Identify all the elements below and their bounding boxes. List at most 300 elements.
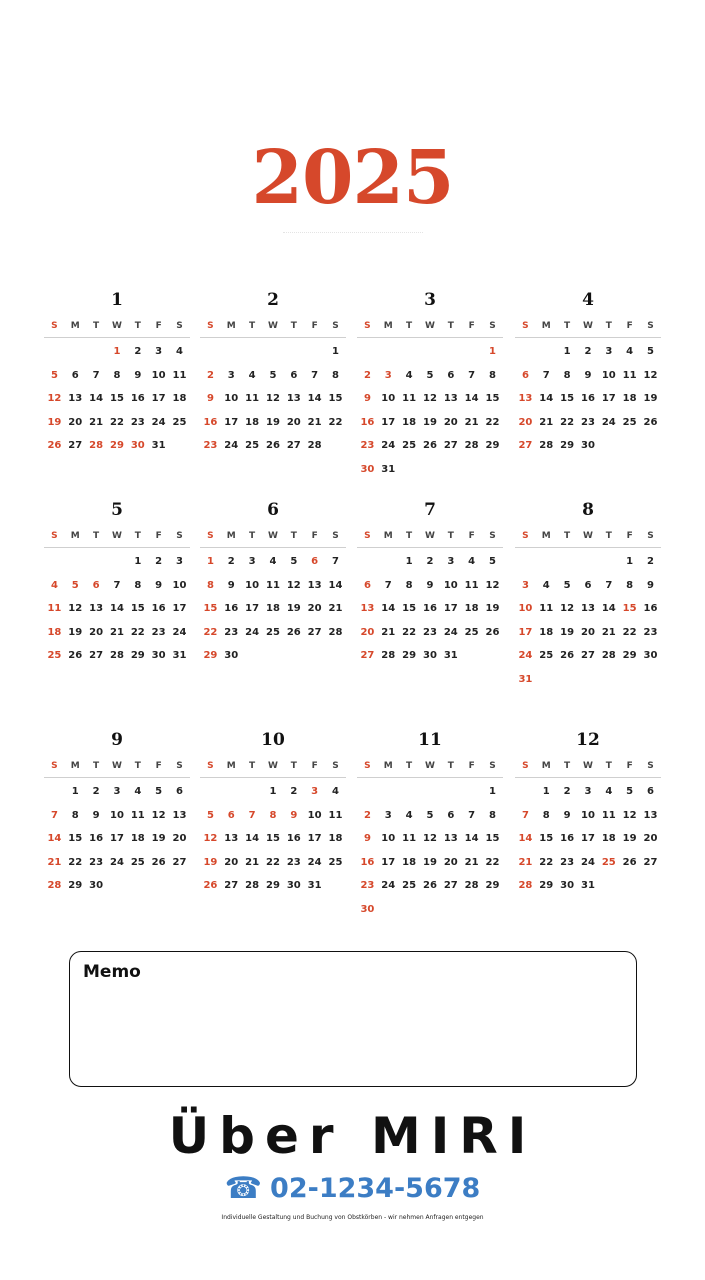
day-cell[interactable]: 19 [151, 833, 166, 844]
day-cell[interactable]: 26 [265, 440, 280, 451]
day-cell[interactable]: 23 [130, 416, 145, 428]
day-cell[interactable]: 15 [485, 393, 500, 404]
day-cell[interactable]: 11 [328, 809, 343, 821]
day-cell[interactable]: 21 [539, 416, 554, 428]
day-cell[interactable]: 30 [643, 650, 658, 661]
day-cell[interactable]: 12 [68, 603, 83, 614]
day-cell[interactable]: 6 [290, 369, 298, 381]
day-cell[interactable]: 14 [464, 393, 479, 404]
day-cell[interactable]: 10 [443, 579, 458, 591]
day-cell[interactable]: 20 [643, 833, 658, 844]
day-cell[interactable]: 26 [68, 650, 83, 661]
day-cell[interactable]: 8 [332, 369, 339, 381]
day-cell[interactable]: 11 [464, 579, 479, 591]
day-cell[interactable]: 7 [50, 809, 58, 821]
day-cell[interactable]: 5 [206, 809, 214, 821]
day-cell[interactable]: 25 [265, 626, 280, 638]
day-cell[interactable]: 25 [601, 856, 616, 868]
day-cell[interactable]: 17 [151, 393, 166, 404]
day-cell[interactable]: 19 [68, 626, 83, 638]
day-cell[interactable]: 14 [245, 833, 260, 844]
day-cell[interactable]: 29 [560, 440, 575, 451]
day-cell[interactable]: 4 [605, 786, 613, 797]
day-cell[interactable]: 6 [447, 809, 455, 821]
day-cell[interactable]: 31 [307, 880, 322, 891]
day-cell[interactable]: 13 [68, 393, 83, 404]
day-cell[interactable]: 16 [286, 833, 301, 844]
day-cell[interactable]: 14 [539, 393, 554, 404]
day-cell[interactable]: 24 [224, 440, 239, 451]
day-cell[interactable]: 1 [206, 556, 214, 567]
day-cell[interactable]: 20 [172, 833, 187, 844]
day-cell[interactable]: 20 [89, 626, 104, 638]
day-cell[interactable]: 27 [443, 880, 458, 891]
day-cell[interactable]: 3 [311, 786, 319, 797]
day-cell[interactable]: 30 [580, 440, 595, 451]
day-cell[interactable]: 24 [518, 650, 533, 661]
day-cell[interactable]: 10 [580, 809, 595, 821]
day-cell[interactable]: 24 [109, 856, 124, 868]
day-cell[interactable]: 21 [47, 856, 62, 868]
day-cell[interactable]: 8 [71, 809, 79, 821]
day-cell[interactable]: 17 [601, 393, 616, 404]
day-cell[interactable]: 21 [89, 416, 104, 428]
day-cell[interactable]: 25 [622, 416, 637, 428]
day-cell[interactable]: 24 [381, 880, 396, 891]
day-cell[interactable]: 18 [622, 393, 637, 404]
day-cell[interactable]: 5 [489, 556, 496, 567]
day-cell[interactable]: 5 [50, 369, 58, 381]
day-cell[interactable]: 9 [134, 369, 142, 381]
day-cell[interactable]: 20 [443, 856, 458, 868]
day-cell[interactable]: 29 [265, 880, 280, 891]
day-cell[interactable]: 17 [381, 416, 396, 428]
day-cell[interactable]: 22 [328, 416, 343, 428]
day-cell[interactable]: 6 [311, 556, 319, 567]
day-cell[interactable]: 11 [47, 603, 62, 614]
day-cell[interactable]: 27 [224, 880, 239, 891]
day-cell[interactable]: 17 [307, 833, 322, 844]
day-cell[interactable]: 2 [92, 786, 100, 797]
day-cell[interactable]: 11 [402, 833, 417, 844]
day-cell[interactable]: 26 [622, 856, 637, 868]
day-cell[interactable]: 30 [360, 463, 375, 475]
day-cell[interactable]: 8 [489, 369, 496, 381]
day-cell[interactable]: 14 [601, 603, 616, 614]
day-cell[interactable]: 6 [176, 786, 183, 797]
day-cell[interactable]: 9 [206, 393, 214, 404]
day-cell[interactable]: 28 [381, 650, 396, 661]
day-cell[interactable]: 7 [332, 556, 339, 567]
day-cell[interactable]: 16 [360, 856, 375, 868]
day-cell[interactable]: 23 [360, 440, 375, 451]
day-cell[interactable]: 23 [224, 626, 239, 638]
day-cell[interactable]: 16 [560, 833, 575, 844]
day-cell[interactable]: 15 [485, 833, 500, 844]
day-cell[interactable]: 13 [224, 833, 239, 844]
day-cell[interactable]: 10 [224, 393, 239, 404]
day-cell[interactable]: 28 [89, 440, 104, 451]
day-cell[interactable]: 15 [560, 393, 575, 404]
day-cell[interactable]: 10 [518, 603, 533, 614]
day-cell[interactable]: 12 [286, 579, 301, 591]
day-cell[interactable]: 4 [405, 809, 413, 821]
day-cell[interactable]: 5 [290, 556, 298, 567]
day-cell[interactable]: 4 [468, 556, 476, 567]
day-cell[interactable]: 14 [307, 393, 322, 404]
day-cell[interactable]: 1 [489, 786, 496, 797]
day-cell[interactable]: 1 [113, 346, 121, 357]
day-cell[interactable]: 26 [560, 650, 575, 661]
day-cell[interactable]: 24 [580, 856, 595, 868]
day-cell[interactable]: 15 [402, 603, 417, 614]
day-cell[interactable]: 28 [328, 626, 343, 638]
day-cell[interactable]: 4 [332, 786, 339, 797]
day-cell[interactable]: 14 [518, 833, 533, 844]
day-cell[interactable]: 24 [151, 416, 166, 428]
day-cell[interactable]: 26 [203, 880, 218, 891]
day-cell[interactable]: 12 [422, 393, 437, 404]
day-cell[interactable]: 3 [447, 556, 455, 567]
day-cell[interactable]: 13 [643, 809, 658, 821]
day-cell[interactable]: 12 [47, 393, 62, 404]
day-cell[interactable]: 15 [622, 603, 637, 614]
day-cell[interactable]: 1 [563, 346, 571, 357]
day-cell[interactable]: 8 [269, 809, 277, 821]
day-cell[interactable]: 2 [647, 556, 654, 567]
day-cell[interactable]: 6 [363, 579, 371, 591]
day-cell[interactable]: 4 [542, 579, 550, 591]
day-cell[interactable]: 26 [286, 626, 301, 638]
day-cell[interactable]: 26 [47, 440, 62, 451]
day-cell[interactable]: 29 [485, 880, 500, 891]
day-cell[interactable]: 4 [269, 556, 277, 567]
day-cell[interactable]: 24 [245, 626, 260, 638]
day-cell[interactable]: 28 [518, 880, 533, 891]
day-cell[interactable]: 16 [643, 603, 658, 614]
day-cell[interactable]: 14 [381, 603, 396, 614]
day-cell[interactable]: 9 [647, 579, 654, 591]
day-cell[interactable]: 6 [521, 369, 529, 381]
day-cell[interactable]: 20 [286, 416, 301, 428]
day-cell[interactable]: 22 [622, 626, 637, 638]
day-cell[interactable]: 1 [542, 786, 550, 797]
day-cell[interactable]: 27 [443, 440, 458, 451]
day-cell[interactable]: 22 [203, 626, 218, 638]
day-cell[interactable]: 8 [405, 579, 413, 591]
day-cell[interactable]: 8 [542, 809, 550, 821]
day-cell[interactable]: 13 [443, 393, 458, 404]
day-cell[interactable]: 17 [109, 833, 124, 844]
day-cell[interactable]: 16 [580, 393, 595, 404]
day-cell[interactable]: 1 [134, 556, 142, 567]
day-cell[interactable]: 12 [485, 579, 500, 591]
day-cell[interactable]: 21 [464, 856, 479, 868]
day-cell[interactable]: 22 [485, 856, 500, 868]
day-cell[interactable]: 21 [381, 626, 396, 638]
day-cell[interactable]: 16 [422, 603, 437, 614]
day-cell[interactable]: 17 [224, 416, 239, 428]
day-cell[interactable]: 11 [172, 369, 187, 381]
day-cell[interactable]: 24 [381, 440, 396, 451]
day-cell[interactable]: 2 [155, 556, 163, 567]
day-cell[interactable]: 29 [622, 650, 637, 661]
day-cell[interactable]: 16 [130, 393, 145, 404]
day-cell[interactable]: 13 [518, 393, 533, 404]
day-cell[interactable]: 10 [172, 579, 187, 591]
day-cell[interactable]: 5 [426, 369, 434, 381]
day-cell[interactable]: 11 [539, 603, 554, 614]
day-cell[interactable]: 9 [92, 809, 100, 821]
day-cell[interactable]: 18 [464, 603, 479, 614]
day-cell[interactable]: 7 [113, 579, 121, 591]
day-cell[interactable]: 10 [151, 369, 166, 381]
day-cell[interactable]: 22 [130, 626, 145, 638]
day-cell[interactable]: 30 [286, 880, 301, 891]
day-cell[interactable]: 12 [422, 833, 437, 844]
day-cell[interactable]: 17 [381, 856, 396, 868]
day-cell[interactable]: 31 [443, 650, 458, 661]
day-cell[interactable]: 24 [172, 626, 187, 638]
day-cell[interactable]: 9 [584, 369, 592, 381]
day-cell[interactable]: 15 [265, 833, 280, 844]
day-cell[interactable]: 31 [580, 880, 595, 891]
day-cell[interactable]: 2 [227, 556, 235, 567]
day-cell[interactable]: 23 [560, 856, 575, 868]
day-cell[interactable]: 19 [560, 626, 575, 638]
day-cell[interactable]: 16 [224, 603, 239, 614]
day-cell[interactable]: 9 [363, 833, 371, 844]
day-cell[interactable]: 12 [265, 393, 280, 404]
day-cell[interactable]: 11 [622, 369, 637, 381]
day-cell[interactable]: 10 [381, 833, 396, 844]
day-cell[interactable]: 26 [151, 856, 166, 868]
day-cell[interactable]: 19 [203, 856, 218, 868]
day-cell[interactable]: 30 [224, 650, 239, 661]
day-cell[interactable]: 28 [109, 650, 124, 661]
day-cell[interactable]: 28 [464, 440, 479, 451]
day-cell[interactable]: 22 [560, 416, 575, 428]
day-cell[interactable]: 25 [172, 416, 187, 428]
day-cell[interactable]: 15 [539, 833, 554, 844]
day-cell[interactable]: 7 [542, 369, 550, 381]
day-cell[interactable]: 6 [227, 809, 235, 821]
day-cell[interactable]: 19 [643, 393, 658, 404]
day-cell[interactable]: 7 [248, 809, 256, 821]
day-cell[interactable]: 25 [130, 856, 145, 868]
day-cell[interactable]: 28 [601, 650, 616, 661]
day-cell[interactable]: 13 [89, 603, 104, 614]
day-cell[interactable]: 23 [422, 626, 437, 638]
day-cell[interactable]: 1 [489, 346, 496, 357]
day-cell[interactable]: 26 [643, 416, 658, 428]
day-cell[interactable]: 21 [518, 856, 533, 868]
day-cell[interactable]: 23 [643, 626, 658, 638]
day-cell[interactable]: 23 [89, 856, 104, 868]
day-cell[interactable]: 10 [307, 809, 322, 821]
day-cell[interactable]: 7 [311, 369, 319, 381]
day-cell[interactable]: 2 [363, 809, 371, 821]
day-cell[interactable]: 31 [151, 440, 166, 451]
day-cell[interactable]: 3 [176, 556, 183, 567]
day-cell[interactable]: 21 [601, 626, 616, 638]
day-cell[interactable]: 3 [155, 346, 163, 357]
day-cell[interactable]: 4 [248, 369, 256, 381]
day-cell[interactable]: 17 [443, 603, 458, 614]
day-cell[interactable]: 5 [626, 786, 634, 797]
day-cell[interactable]: 3 [248, 556, 256, 567]
day-cell[interactable]: 7 [468, 369, 476, 381]
day-cell[interactable]: 11 [265, 579, 280, 591]
day-cell[interactable]: 29 [109, 440, 124, 451]
day-cell[interactable]: 21 [109, 626, 124, 638]
day-cell[interactable]: 16 [151, 603, 166, 614]
day-cell[interactable]: 19 [622, 833, 637, 844]
day-cell[interactable]: 30 [89, 880, 104, 891]
day-cell[interactable]: 1 [269, 786, 277, 797]
day-cell[interactable]: 20 [518, 416, 533, 428]
day-cell[interactable]: 23 [360, 880, 375, 891]
day-cell[interactable]: 1 [332, 346, 339, 357]
day-cell[interactable]: 29 [485, 440, 500, 451]
day-cell[interactable]: 7 [468, 809, 476, 821]
day-cell[interactable]: 5 [269, 369, 277, 381]
day-cell[interactable]: 29 [203, 650, 218, 661]
day-cell[interactable]: 27 [580, 650, 595, 661]
day-cell[interactable]: 15 [130, 603, 145, 614]
day-cell[interactable]: 11 [245, 393, 260, 404]
day-cell[interactable]: 3 [584, 786, 592, 797]
day-cell[interactable]: 3 [113, 786, 121, 797]
day-cell[interactable]: 10 [109, 809, 124, 821]
day-cell[interactable]: 3 [384, 369, 392, 381]
day-cell[interactable]: 9 [227, 579, 235, 591]
day-cell[interactable]: 17 [518, 626, 533, 638]
day-cell[interactable]: 13 [443, 833, 458, 844]
day-cell[interactable]: 31 [172, 650, 187, 661]
day-cell[interactable]: 8 [206, 579, 214, 591]
day-cell[interactable]: 2 [206, 369, 214, 381]
day-cell[interactable]: 25 [402, 440, 417, 451]
day-cell[interactable]: 8 [113, 369, 121, 381]
day-cell[interactable]: 17 [172, 603, 187, 614]
day-cell[interactable]: 1 [405, 556, 413, 567]
day-cell[interactable]: 7 [605, 579, 613, 591]
day-cell[interactable]: 26 [485, 626, 500, 638]
day-cell[interactable]: 15 [68, 833, 83, 844]
day-cell[interactable]: 25 [539, 650, 554, 661]
day-cell[interactable]: 20 [307, 603, 322, 614]
day-cell[interactable]: 24 [601, 416, 616, 428]
day-cell[interactable]: 14 [109, 603, 124, 614]
day-cell[interactable]: 10 [381, 393, 396, 404]
day-cell[interactable]: 23 [151, 626, 166, 638]
day-cell[interactable]: 19 [422, 856, 437, 868]
day-cell[interactable]: 8 [134, 579, 142, 591]
day-cell[interactable]: 5 [426, 809, 434, 821]
day-cell[interactable]: 2 [426, 556, 434, 567]
day-cell[interactable]: 30 [151, 650, 166, 661]
day-cell[interactable]: 28 [464, 880, 479, 891]
day-cell[interactable]: 28 [539, 440, 554, 451]
day-cell[interactable]: 14 [89, 393, 104, 404]
day-cell[interactable]: 2 [290, 786, 298, 797]
day-cell[interactable]: 25 [464, 626, 479, 638]
day-cell[interactable]: 20 [443, 416, 458, 428]
day-cell[interactable]: 12 [151, 809, 166, 821]
day-cell[interactable]: 31 [381, 463, 396, 475]
day-cell[interactable]: 25 [328, 856, 343, 868]
day-cell[interactable]: 27 [360, 650, 375, 661]
day-cell[interactable]: 28 [245, 880, 260, 891]
phone-number[interactable]: 02-1234-5678 [270, 1173, 481, 1204]
memo-box[interactable] [69, 951, 637, 1087]
day-cell[interactable]: 27 [286, 440, 301, 451]
day-cell[interactable]: 19 [485, 603, 500, 614]
day-cell[interactable]: 29 [539, 880, 554, 891]
day-cell[interactable]: 21 [464, 416, 479, 428]
day-cell[interactable]: 3 [605, 346, 613, 357]
day-cell[interactable]: 11 [601, 809, 616, 821]
day-cell[interactable]: 30 [360, 903, 375, 915]
day-cell[interactable]: 7 [384, 579, 392, 591]
day-cell[interactable]: 17 [580, 833, 595, 844]
day-cell[interactable]: 18 [172, 393, 187, 404]
day-cell[interactable]: 21 [307, 416, 322, 428]
day-cell[interactable]: 10 [245, 579, 260, 591]
day-cell[interactable]: 2 [134, 346, 142, 357]
day-cell[interactable]: 9 [155, 579, 163, 591]
day-cell[interactable]: 19 [422, 416, 437, 428]
day-cell[interactable]: 27 [172, 856, 187, 868]
day-cell[interactable]: 4 [50, 579, 58, 591]
day-cell[interactable]: 13 [307, 579, 322, 591]
day-cell[interactable]: 16 [89, 833, 104, 844]
day-cell[interactable]: 22 [485, 416, 500, 428]
day-cell[interactable]: 5 [647, 346, 654, 357]
day-cell[interactable]: 19 [265, 416, 280, 428]
day-cell[interactable]: 6 [584, 579, 592, 591]
day-cell[interactable]: 20 [360, 626, 375, 638]
day-cell[interactable]: 7 [92, 369, 100, 381]
day-cell[interactable]: 14 [328, 579, 343, 591]
day-cell[interactable]: 23 [286, 856, 301, 868]
day-cell[interactable]: 4 [176, 346, 183, 357]
day-cell[interactable]: 13 [172, 809, 187, 821]
day-cell[interactable]: 27 [643, 856, 658, 868]
day-cell[interactable]: 25 [47, 650, 62, 661]
day-cell[interactable]: 5 [155, 786, 163, 797]
day-cell[interactable]: 22 [265, 856, 280, 868]
day-cell[interactable]: 18 [328, 833, 343, 844]
day-cell[interactable]: 6 [447, 369, 455, 381]
day-cell[interactable]: 13 [286, 393, 301, 404]
day-cell[interactable]: 28 [307, 440, 322, 451]
day-cell[interactable]: 18 [601, 833, 616, 844]
day-cell[interactable]: 4 [626, 346, 634, 357]
day-cell[interactable]: 20 [68, 416, 83, 428]
day-cell[interactable]: 17 [245, 603, 260, 614]
day-cell[interactable]: 4 [134, 786, 142, 797]
day-cell[interactable]: 8 [563, 369, 571, 381]
day-cell[interactable]: 21 [328, 603, 343, 614]
day-cell[interactable]: 20 [224, 856, 239, 868]
day-cell[interactable]: 30 [130, 440, 145, 451]
day-cell[interactable]: 24 [307, 856, 322, 868]
phone-row[interactable] [0, 1172, 705, 1206]
day-cell[interactable]: 18 [47, 626, 62, 638]
day-cell[interactable]: 29 [402, 650, 417, 661]
